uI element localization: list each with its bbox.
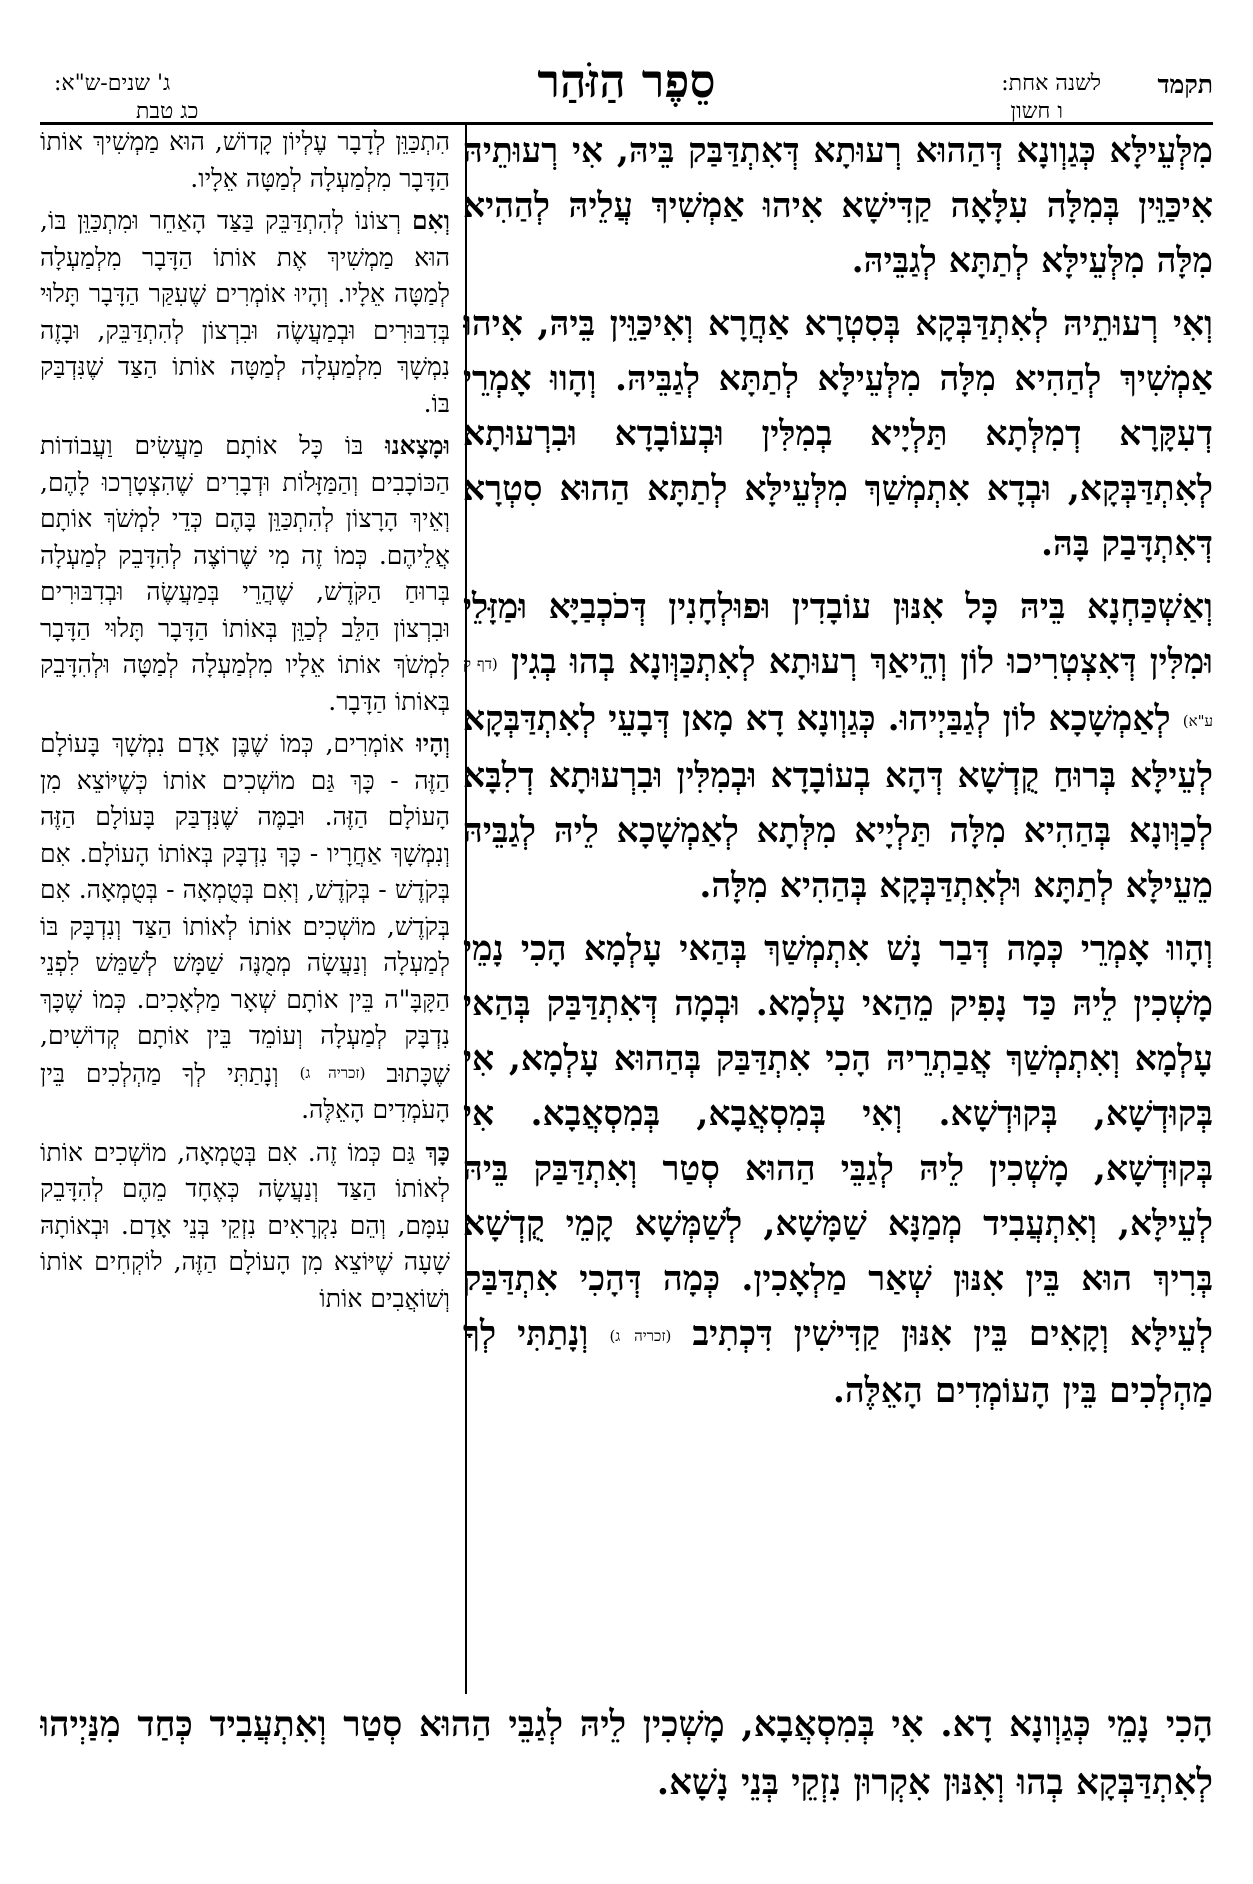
translation-paragraph xyxy=(40,203,450,422)
study-date-left: כג טבת xyxy=(136,99,199,124)
lead-word: וְאִם xyxy=(411,206,450,235)
paragraph-text: וְאַשְׁכַּחְנָא בֵּיהּ כָּל אִנּוּן עוֹבָדִין וּפוּלְחָנִין דְּכֹכְבַיָּא וּמַזָּלֵי וּמִלִּין דְּאִצְטְרִיכוּ לוֹן וְהֵיאַךְ רְעוּתָא לְאִתְכַּוְּונָא בְהוּ בְגִין xyxy=(463,587,1213,682)
translation-paragraph xyxy=(40,124,450,197)
main-paragraph xyxy=(463,922,1213,1419)
paragraph-text: וְנָתַתִּי לְךָ מַהְלְכִים בֵּין הָעֹמְדִים הָאֵלֶּה. xyxy=(40,1058,450,1124)
paragraph-text: לְאַמְשָׁכָא לוֹן לְגַבַּיְיהוּ. כְּגַוְונָא דָא מָאן דְּבָעֵי לְאִתְדַּבְּקָא לְעֵילָּא בְּרוּחַ קֻדְשָׁא דְּהָא בְעוֹבָדָא וּבְמִלִּין וּבִרְעוּתָא דְלִבָּא לְכַוְּונָא בְּהַהִיא מִלָּה תַּלְיָיא מִלְּתָא לְאַמְשָׁכָא לֵיהּ לְגַבֵּיהּ מֵעֵילָּא לְתַתָּא וּלְאִתְדַּבְּקָא בְּהַהִיא מִלָּה. xyxy=(463,699,1213,906)
study-cycle-label: לשנה אחת: xyxy=(1001,71,1101,96)
translation-paragraph xyxy=(40,726,450,1129)
lead-word: וּמָצָאנוּ xyxy=(385,431,450,460)
page-number: תקמד xyxy=(1157,70,1213,99)
main-paragraph xyxy=(463,297,1213,572)
page-reference: (דף ק ע"א) xyxy=(463,655,1213,730)
page-header xyxy=(40,54,1213,124)
study-cycle-left: ג' שנים-ש"א: xyxy=(54,71,171,96)
paragraph-text: מִלְּעֵילָּא כְּגַוְונָא דְּהַהוּא רְעוּתָא דְּאִתְדַּבַּק בֵּיהּ, אִי רְעוּתֵיהּ אִיכַּוֵּין בְּמִלָּה עִלָּאָה קַדִּישָׁא אִיהוּ אַמְשִׁיךְ עֲלֵיהּ לְהַהִיא מִלָּה מִלְּעֵילָּא לְתַתָּא לְגַבֵּיהּ. xyxy=(463,131,1213,281)
paragraph-text: בּוֹ כָּל אוֹתָם מַעֲשִׂים וַעֲבוֹדוֹת הַכּוֹכָבִים וְהַמַּזָּלוֹת וּדְבָרִים שֶׁהִצְטָרְכוּ לָהֶם, וְאֵיךְ הָרָצוֹן לְהִתְכַּוֵּן בָּהֶם כְּדֵי לִמְשֹׁךְ אוֹתָם אֲלֵיהֶם. כְּמוֹ זֶה מִי שֶׁרוֹצֶה לְהִדָּבֵק לְמַעְלָה בְּרוּחַ הַקֹּדֶשׁ, שֶׁהֲרֵי בְּמַעֲשֶׂה וּבְדִבּוּרִים וּבִרְצוֹן הַלֵּב לְכַוֵּן בְּאוֹתוֹ הַדָּבָר תָּלוּי הַדָּבָר לִמְשֹׁךְ אוֹתוֹ אֵלָיו מִלְמַעְלָה לְמַטָּה וּלְהִדָּבֵק בְּאוֹתוֹ הַדָּבָר. xyxy=(40,431,450,716)
translation-column xyxy=(40,124,450,1694)
lead-word: כָּךְ xyxy=(425,1137,450,1167)
paragraph-text: הִתְכַּוֵּן לְדָבָר עֶלְיוֹן קָדוֹשׁ, הוּא מַמְשִׁיךְ אוֹתוֹ הַדָּבָר מִלְמַעְלָה לְמַטָּה אֵלָיו. xyxy=(40,127,450,193)
verse-reference: (זכריה ג) xyxy=(609,1327,672,1345)
bottom-text-block xyxy=(40,1696,1213,1846)
paragraph-text: וְהָווּ אָמְרֵי כְּמָה דְּבַר נָשׁ אִתְמְשַׁךְ בְּהַאי עָלְמָא הָכִי נָמֵי מָשְׁכִין לֵיהּ כַּד נָפִיק מֵהַאי עָלְמָא. וּבְמָה דְּאִתְדַּבַּק בְּהַאי עָלְמָא וְאִתְמְשַׁךְ אֲבַתְרֵיהּ הָכִי אִתְדַּבַּק בְּהַהוּא עָלְמָא, אִי בְּקוּדְשָׁא, בְּקוּדְשָׁא. וְאִי בְּמִסְאֲבָא, בְּמִסְאֲבָא. אִי בְּקוּדְשָׁא, מָשְׁכִין לֵיהּ לְגַבֵּי הַהוּא סְטַר וְאִתְדַּבַּק בֵּיהּ לְעֵילָּא, וְאִתְעֲבִיד מְמַנָּא שַׁמָּשָׁא, לְשַׁמְּשָׁא קָמֵי קֻדְשָׁא בְּרִיךְ הוּא בֵּין אִנּוּן שְׁאַר מַלְאָכִין. כְּמָה דְּהָכִי אִתְדַּבַּק לְעֵילָּא וְקָאִים בֵּין אִנּוּן קַדִּישִׁין דִּכְתִיב xyxy=(463,929,1213,1354)
paragraph-text: רְצוֹנוֹ לְהִתְדַּבֵּק בַּצַּד הָאַחֵר וּמִתְכַּוֵּן בּוֹ, הוּא מַמְשִׁיךְ אֶת אוֹתוֹ הַדָּבָר מִלְמַעְלָה לְמַטָּה אֵלָיו. וְהָיוּ אוֹמְרִים שֶׁעִקַּר הַדָּבָר תָּלוּי בְּדִבּוּרִים וּבְמַעֲשֶׂה וּבִרְצוֹן לְהִתְדַּבֵּק, וּבָזֶה נִמְשָׁךְ מִלְמַעְלָה לְמַטָּה אוֹתוֹ הַצַּד שֶׁנִּדְבַּק בּוֹ. xyxy=(40,206,450,418)
main-paragraph xyxy=(463,580,1213,914)
book-title: סֵפֶר הַזֹּהַר xyxy=(537,54,716,108)
paragraph-text: אוֹמְרִים, כְּמוֹ שֶׁבֶּן אָדָם נִמְשָׁךְ בָּעוֹלָם הַזֶּה - כָּךְ גַּם מוֹשְׁכִים אוֹתוֹ כְּשֶׁיּוֹצֵא מִן הָעוֹלָם הַזֶּה. וּבַמֶּה שֶׁנִּדְבַּק בָּעוֹלָם הַזֶּה וְנִמְשָׁךְ אַחֲרָיו - כָּךְ נִדְבָּק בְּאוֹתוֹ הָעוֹלָם. אִם בְּקֹדֶשׁ - בְּקֹדֶשׁ, וְאִם בְּטֻמְאָה - בְּטֻמְאָה. אִם בְּקֹדֶשׁ, מוֹשְׁכִים אוֹתוֹ לְאוֹתוֹ הַצַּד וְנִדְבָּק בּוֹ לְמַעְלָה וְנַעֲשָׂה מְמֻנֶּה שַׁמָּשׁ לְשַׁמֵּשׁ לִפְנֵי הַקָּבָּ"ה בֵּין אוֹתָם שְׁאָר מַלְאָכִים. כְּמוֹ שֶׁכָּךְ נִדְבָּק לְמַעְלָה וְעוֹמֵד בֵּין אוֹתָם קְדוֹשִׁים, שֶׁכָּתוּב xyxy=(40,729,450,1088)
translation-paragraph xyxy=(40,1135,450,1318)
main-text-column xyxy=(463,124,1213,1694)
paragraph-text: וְנָתַתִּי לְךָ מַהְלְכִים בֵּין הָעוֹמְדִים הָאֵלֶּה. xyxy=(463,1314,1213,1411)
translation-paragraph xyxy=(40,428,450,720)
main-paragraph xyxy=(463,124,1213,289)
paragraph-text: גַּם כְּמוֹ זֶה. אִם בְּטֻמְאָה, מוֹשְׁכִים אוֹתוֹ לְאוֹתוֹ הַצַּד וְנַעֲשָׂה כְּאֶחָד מֵהֶם לְהִדָּבֵק עִמָּם, וְהֵם נִקְרָאִים נִזְקֵי בְּנֵי אָדָם. וּבְאוֹתָהּ שָׁעָה שֶׁיּוֹצֵא מִן הָעוֹלָם הַזֶּה, לוֹקְחִים אוֹתוֹ וְשׁוֹאֲבִים אוֹתוֹ xyxy=(40,1137,450,1313)
verse-reference: (זכריה ג) xyxy=(299,1063,366,1082)
paragraph-text: וְאִי רְעוּתֵיהּ לְאִתְדַּבְּקָא בְּסִטְרָא אַחֲרָא וְאִיכַּוֵּין בֵּיהּ, אִיהוּ אַמְשִׁיךְ לְהַהִיא מִלָּה מִלְּעֵילָּא לְתַתָּא לְגַבֵּיהּ. וְהָווּ אָמְרֵי דְעִקָּרָא דְמִלְּתָא תַּלְיָיא בְמִלִּין וּבְעוֹבָדָא וּבִרְעוּתָא לְאִתְדַּבְּקָא, וּבְדָא אִתְמְשַׁךְ מִלְּעֵילָּא לְתַתָּא הַהוּא סִטְרָא דְּאִתְדָּבַק בָּהּ. xyxy=(463,304,1213,564)
column-divider xyxy=(465,124,467,1694)
study-date-right: ו חשון xyxy=(1010,99,1063,124)
lead-word: וְהָיוּ xyxy=(416,729,450,758)
bottom-paragraph: הָכִי נָמֵי כְּגַוְונָא דָא. אִי בְּמִסְאֲבָא, מָשְׁכִין לֵיהּ לְגַבֵּי הַהוּא סְטַר וְאִתְעֲבִיד כְּחַד מִנַּיְיהוּ לְאִתְדַּבְּקָא בְהוּ וְאִנּוּן אִקְרוּן נִזְקֵי בְּנֵי נָשָׁא. xyxy=(40,1704,1213,1803)
